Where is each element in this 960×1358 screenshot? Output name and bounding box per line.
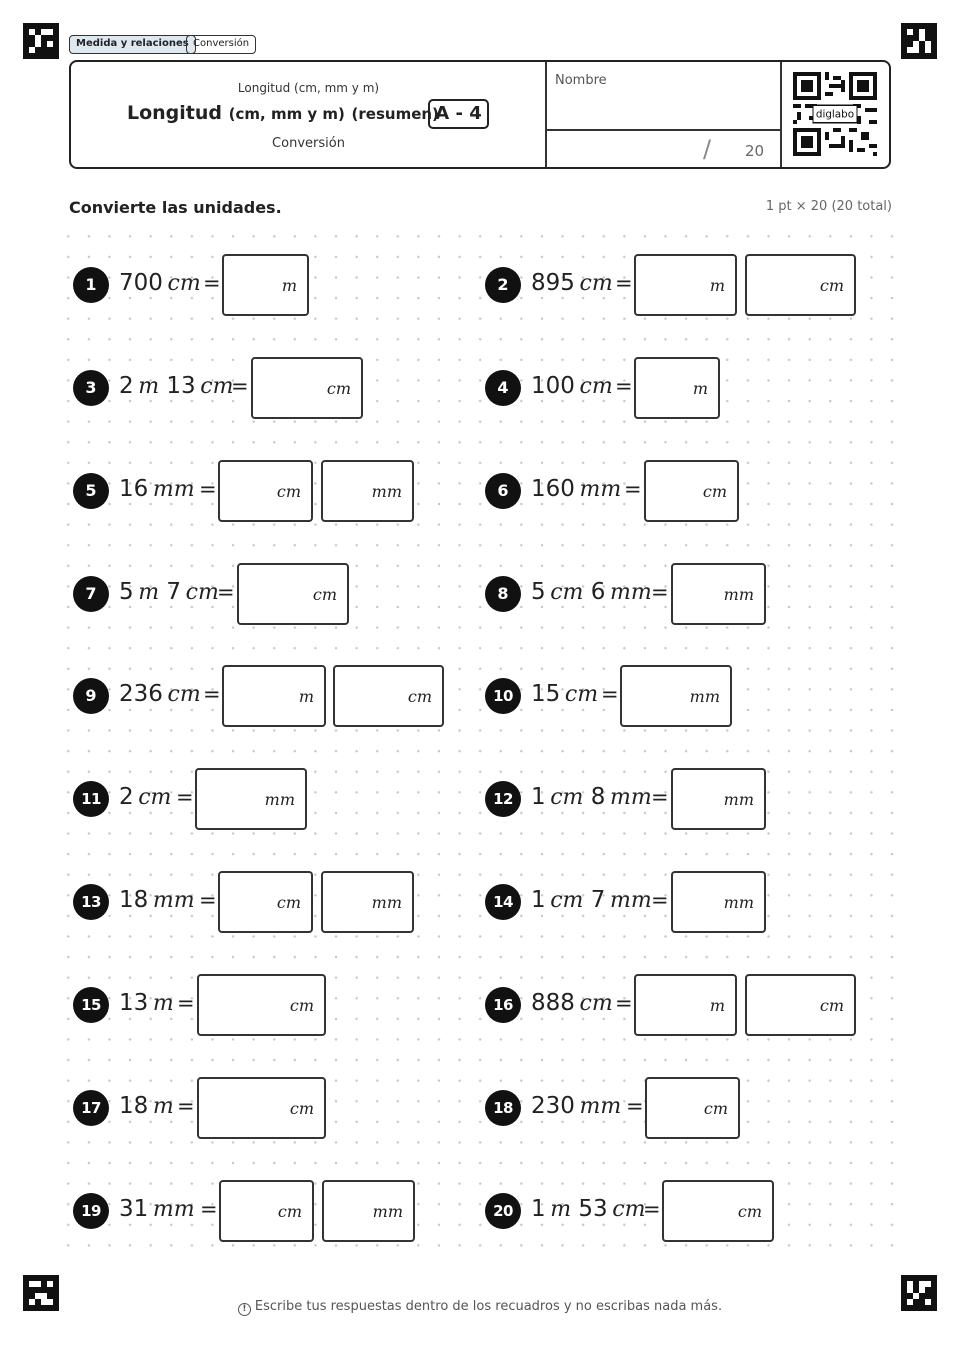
- problem-number: 19: [73, 1193, 109, 1229]
- problem-13: [73, 871, 483, 933]
- problem-11: [73, 768, 483, 830]
- problem-8: [485, 563, 895, 625]
- tag-subject: Medida y relaciones: [69, 35, 196, 54]
- quantity-unit: m: [152, 991, 174, 1016]
- header-category: Conversión: [272, 136, 345, 151]
- answer-box[interactable]: [237, 563, 349, 625]
- quantity-value: 888: [531, 990, 575, 1016]
- answer-box[interactable]: [322, 1180, 415, 1242]
- title-suffix: (resumen): [351, 105, 439, 123]
- problem-expression: [119, 270, 201, 296]
- problem-3: [73, 357, 483, 419]
- problem-number: 13: [73, 884, 109, 920]
- problem-expression: [531, 579, 652, 605]
- problem-number: 20: [485, 1193, 521, 1229]
- answer-box[interactable]: [634, 254, 737, 316]
- answer-unit: cm: [277, 1202, 302, 1221]
- quantity-value: 230: [531, 1093, 575, 1119]
- problem-expression: [531, 681, 598, 707]
- equals-sign: =: [601, 682, 619, 706]
- problem-number: 18: [485, 1090, 521, 1126]
- answer-unit: m: [281, 276, 297, 295]
- quantity-value: 895: [531, 270, 575, 296]
- answer-box[interactable]: [222, 665, 326, 727]
- quantity-unit: cm: [167, 682, 201, 707]
- quantity-value: 236: [119, 681, 163, 707]
- quantity-value: 1: [531, 784, 546, 810]
- problem-14: [485, 871, 895, 933]
- quantity-value: 7: [590, 887, 606, 913]
- problem-number: 8: [485, 576, 521, 612]
- answer-box[interactable]: [745, 974, 856, 1036]
- quantity-unit: cm: [167, 271, 201, 296]
- problem-expression: [531, 373, 613, 399]
- page-title: [127, 102, 439, 124]
- quantity-value: 6: [590, 579, 606, 605]
- quantity-unit: cm: [550, 785, 584, 810]
- problem-20: [485, 1180, 895, 1242]
- quantity-unit: mm: [609, 580, 652, 605]
- problem-number: 1: [73, 267, 109, 303]
- equals-sign: =: [651, 580, 669, 604]
- problem-5: [73, 460, 483, 522]
- quantity-value: 1: [531, 887, 546, 913]
- quantity-value: 18: [119, 1093, 149, 1119]
- quantity-value: 2: [119, 373, 134, 399]
- problem-2: [485, 254, 895, 316]
- equals-sign: =: [217, 580, 235, 604]
- problem-expression: [119, 887, 195, 913]
- qr-label: diglabo: [815, 108, 855, 121]
- answer-box[interactable]: [197, 1077, 326, 1139]
- answer-box[interactable]: [251, 357, 363, 419]
- footer-note: [0, 1299, 960, 1316]
- answer-unit: m: [298, 687, 314, 706]
- answer-box[interactable]: [222, 254, 309, 316]
- problem-18: [485, 1077, 895, 1139]
- answer-box[interactable]: [197, 974, 326, 1036]
- answer-unit: cm: [703, 1099, 728, 1118]
- problem-number: 9: [73, 678, 109, 714]
- quantity-unit: cm: [579, 991, 613, 1016]
- answer-unit: mm: [371, 482, 402, 501]
- problem-number: 16: [485, 987, 521, 1023]
- quantity-unit: cm: [138, 785, 172, 810]
- answer-box[interactable]: [321, 460, 414, 522]
- answer-box[interactable]: [195, 768, 307, 830]
- problem-expression: [119, 373, 233, 399]
- answer-box[interactable]: [218, 871, 313, 933]
- equals-sign: =: [643, 1197, 661, 1221]
- worksheet-header: [69, 60, 891, 169]
- problem-4: [485, 357, 895, 419]
- quantity-unit: cm: [579, 271, 613, 296]
- quantity-value: 2: [119, 784, 134, 810]
- answer-box[interactable]: [634, 974, 737, 1036]
- quantity-unit: mm: [152, 1197, 195, 1222]
- problem-number: 2: [485, 267, 521, 303]
- quantity-unit: mm: [609, 785, 652, 810]
- tag-topic: Conversión: [186, 35, 256, 54]
- quantity-value: 5: [531, 579, 546, 605]
- problem-6: [485, 460, 895, 522]
- quantity-value: 13: [166, 373, 196, 399]
- footer-text: Escribe tus respuestas dentro de los recuadros y no escribas nada más.: [254, 1299, 723, 1314]
- answer-unit: cm: [312, 585, 337, 604]
- quantity-unit: cm: [564, 682, 599, 707]
- problem-expression: [531, 1196, 645, 1222]
- problem-expression: [119, 1196, 195, 1222]
- problem-expression: [531, 270, 613, 296]
- header-subtitle: Longitud (cm, mm y m): [237, 81, 380, 95]
- answer-box[interactable]: [745, 254, 856, 316]
- answer-unit: cm: [819, 276, 844, 295]
- answer-box[interactable]: [671, 563, 766, 625]
- header-name-divider: [545, 129, 781, 131]
- quantity-unit: mm: [152, 888, 195, 913]
- problem-expression: [531, 887, 652, 913]
- problem-number: 14: [485, 884, 521, 920]
- title-paren: (cm, mm y m): [228, 105, 345, 123]
- problem-expression: [531, 476, 621, 502]
- quantity-unit: cm: [185, 580, 219, 605]
- corner-marker-top-left: [23, 23, 59, 59]
- answer-unit: cm: [276, 482, 301, 501]
- score-total: 20: [745, 142, 765, 160]
- equals-sign: =: [176, 785, 194, 809]
- equals-sign: =: [615, 271, 633, 295]
- problem-number: 17: [73, 1090, 109, 1126]
- quantity-unit: cm: [550, 888, 584, 913]
- instruction: Convierte las unidades.: [69, 198, 282, 217]
- problem-12: [485, 768, 895, 830]
- answer-box[interactable]: [634, 357, 720, 419]
- answer-unit: mm: [723, 893, 754, 912]
- equals-sign: =: [199, 477, 217, 501]
- problem-number: 15: [73, 987, 109, 1023]
- quantity-value: 160: [531, 476, 575, 502]
- problem-number: 12: [485, 781, 521, 817]
- answer-box[interactable]: [321, 871, 414, 933]
- equals-sign: =: [203, 682, 221, 706]
- answer-unit: mm: [723, 585, 754, 604]
- quantity-unit: mm: [152, 477, 195, 502]
- equals-sign: =: [624, 477, 642, 501]
- answer-box[interactable]: [671, 871, 766, 933]
- quantity-value: 13: [119, 990, 149, 1016]
- quantity-unit: cm: [612, 1197, 646, 1222]
- problem-expression: [119, 476, 195, 502]
- answer-box[interactable]: [671, 768, 766, 830]
- quantity-value: 1: [531, 1196, 546, 1222]
- problem-19: [73, 1180, 483, 1242]
- quantity-value: 16: [119, 476, 149, 502]
- equals-sign: =: [231, 374, 249, 398]
- quantity-unit: cm: [550, 580, 584, 605]
- quantity-unit: mm: [609, 888, 652, 913]
- problem-expression: [531, 990, 613, 1016]
- answer-box[interactable]: [620, 665, 732, 727]
- title-main: Longitud: [127, 102, 223, 124]
- quantity-value: 8: [590, 784, 606, 810]
- equals-sign: =: [651, 785, 669, 809]
- corner-marker-top-right: [901, 23, 937, 59]
- worksheet-code: A - 4: [428, 99, 489, 129]
- answer-unit: cm: [289, 1099, 314, 1118]
- problem-expression: [119, 579, 219, 605]
- answer-unit: m: [709, 276, 725, 295]
- quantity-value: 15: [531, 681, 561, 707]
- quantity-value: 100: [531, 373, 575, 399]
- problem-expression: [119, 784, 171, 810]
- quantity-value: 31: [119, 1196, 149, 1222]
- equals-sign: =: [615, 991, 633, 1015]
- quantity-value: 700: [119, 270, 163, 296]
- answer-unit: mm: [371, 893, 402, 912]
- problem-number: 4: [485, 370, 521, 406]
- answer-box[interactable]: [333, 665, 444, 727]
- answer-box[interactable]: [645, 1077, 740, 1139]
- quantity-value: 53: [578, 1196, 608, 1222]
- problem-number: 3: [73, 370, 109, 406]
- equals-sign: =: [199, 888, 217, 912]
- answer-unit: cm: [819, 996, 844, 1015]
- problem-number: 7: [73, 576, 109, 612]
- points-info: 1 pt × 20 (20 total): [765, 199, 892, 214]
- qr-code: [793, 72, 877, 160]
- problem-number: 5: [73, 473, 109, 509]
- quantity-unit: m: [152, 1094, 174, 1119]
- answer-unit: mm: [372, 1202, 403, 1221]
- problem-17: [73, 1077, 483, 1139]
- answer-unit: mm: [689, 687, 720, 706]
- answer-unit: m: [709, 996, 725, 1015]
- answer-box[interactable]: [218, 460, 313, 522]
- problem-expression: [531, 1093, 621, 1119]
- quantity-value: 18: [119, 887, 149, 913]
- equals-sign: =: [177, 991, 195, 1015]
- answer-box[interactable]: [662, 1180, 774, 1242]
- answer-unit: mm: [264, 790, 295, 809]
- problem-expression: [119, 1093, 174, 1119]
- header-divider-left: [545, 62, 547, 167]
- problem-expression: [119, 990, 174, 1016]
- problem-expression: [531, 784, 652, 810]
- problem-7: [73, 563, 483, 625]
- problem-10: [485, 665, 895, 727]
- problem-expression: [119, 681, 201, 707]
- answer-unit: cm: [289, 996, 314, 1015]
- problem-number: 10: [485, 678, 521, 714]
- answer-unit: cm: [276, 893, 301, 912]
- answer-unit: mm: [723, 790, 754, 809]
- problem-16: [485, 974, 895, 1036]
- problem-number: 11: [73, 781, 109, 817]
- equals-sign: =: [615, 374, 633, 398]
- quantity-unit: m: [550, 1197, 572, 1222]
- answer-box[interactable]: [644, 460, 739, 522]
- problem-15: [73, 974, 483, 1036]
- quantity-value: 7: [166, 579, 182, 605]
- problem-number: 6: [485, 473, 521, 509]
- equals-sign: =: [177, 1094, 195, 1118]
- answer-unit: m: [692, 379, 708, 398]
- quantity-unit: m: [138, 374, 160, 399]
- score-slash: /: [703, 135, 712, 163]
- info-icon: !: [238, 1303, 251, 1316]
- equals-sign: =: [203, 271, 221, 295]
- quantity-unit: cm: [200, 374, 234, 399]
- header-divider-right: [780, 62, 782, 167]
- equals-sign: =: [626, 1094, 644, 1118]
- problem-1: [73, 254, 483, 316]
- quantity-unit: m: [138, 580, 160, 605]
- answer-unit: cm: [407, 687, 432, 706]
- answer-box[interactable]: [219, 1180, 314, 1242]
- equals-sign: =: [651, 888, 669, 912]
- answer-unit: cm: [737, 1202, 762, 1221]
- quantity-unit: mm: [579, 477, 622, 502]
- equals-sign: =: [200, 1197, 218, 1221]
- answer-unit: cm: [326, 379, 351, 398]
- name-label: Nombre: [555, 73, 607, 88]
- answer-unit: cm: [702, 482, 727, 501]
- quantity-unit: mm: [579, 1094, 622, 1119]
- quantity-value: 5: [119, 579, 134, 605]
- problem-9: [73, 665, 483, 727]
- quantity-unit: cm: [579, 374, 613, 399]
